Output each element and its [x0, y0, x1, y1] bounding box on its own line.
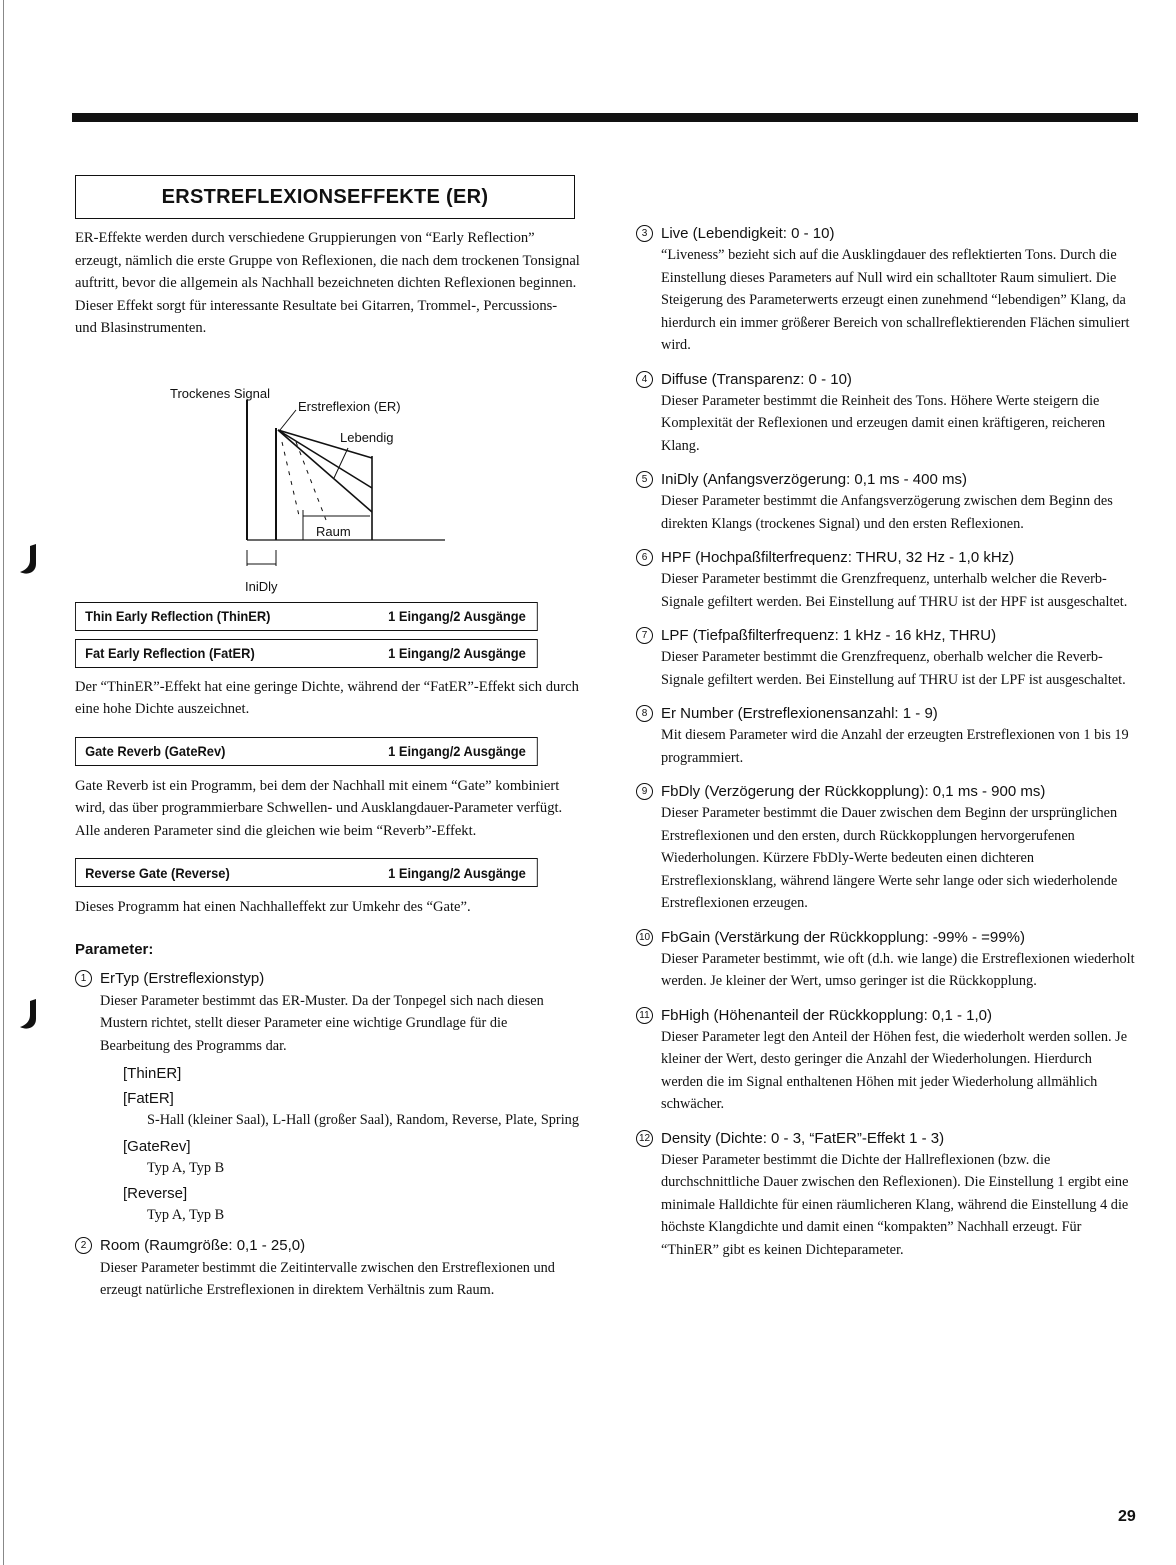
program-box: [75, 602, 538, 631]
reverse-description: Dieses Programm hat einen Nachhalleffekt zur Umkehr des “Gate”.: [75, 899, 471, 915]
header-rule: [72, 113, 1138, 122]
param-title: [75, 970, 580, 987]
param-room: [75, 1237, 580, 1302]
param-body: Mit diesem Parameter wird die Anzahl der erzeugten Erstreflexionen von 1 bis 19 programmiert.: [661, 727, 1129, 766]
param-number: 10: [636, 929, 653, 946]
param-er-number: [636, 705, 1136, 769]
gate-description: Gate Reverb ist ein Programm, bei dem der Nachhall mit einem “Gate” kombiniert wird, das über programmierbare Schwellen- und Ausklangdauer-Parameter verfügt. Alle anderen Parameter sind die gleichen wie beim “Reverb”-Effekt.: [75, 777, 563, 839]
label-dry-signal: Trockenes Signal: [170, 386, 270, 401]
param-title-text: Er Number (Erstreflexionensanzahl: 1 - 9): [661, 705, 938, 722]
param-number: 2: [75, 1237, 92, 1254]
param-number: 3: [636, 225, 653, 242]
type-values: S-Hall (kleiner Saal), L-Hall (großer Saal), Random, Reverse, Plate, Spring: [147, 1112, 579, 1128]
program-name: Fat Early Reflection (FatER): [85, 645, 255, 661]
page-number: 29: [1118, 1508, 1136, 1525]
param-title-text: Live (Lebendigkeit: 0 - 10): [661, 225, 835, 242]
param-body: Dieser Parameter bestimmt die Grenzfrequenz, oberhalb welcher die Reverb-Signale gefiltert werden. Bei Einstellung auf THRU ist der LPF ist ausgeschaltet.: [661, 649, 1126, 688]
param-title: [636, 705, 1136, 722]
music-note-icon: [10, 995, 50, 1035]
param-live: [636, 225, 1136, 357]
program-io: 1 Eingang/2 Ausgänge: [388, 645, 526, 661]
param-hpf: [636, 549, 1136, 613]
program-name: Reverse Gate (Reverse): [85, 864, 230, 881]
param-body: Dieser Parameter bestimmt, wie oft (d.h. wie lange) die Erstreflexionen wiederholt werden. Je kleiner der Wert, umso geringer ist die Rückkopplung.: [661, 950, 1135, 989]
parameters-heading: Parameter:: [75, 940, 154, 958]
er-dashed-line: [296, 442, 326, 520]
program-box: [75, 639, 538, 668]
live-pointer: [334, 448, 348, 478]
right-column: [636, 225, 1136, 1261]
param-title: [636, 929, 1136, 946]
param-fbgain: [636, 929, 1136, 993]
type-label: [GateRev]: [123, 1137, 191, 1155]
er-pointer: [280, 410, 296, 430]
param-title-text: Room (Raumgröße: 0,1 - 25,0): [100, 1236, 306, 1254]
program-box: [75, 858, 538, 887]
param-body: Dieser Parameter bestimmt die Reinheit des Tons. Höhere Werte steigern die Komplexität der Reflexionen und erzeugen damit einen kräftigeren, reicheren Klang.: [661, 392, 1106, 454]
param-inidly: [636, 471, 1136, 535]
param-diffuse: [636, 371, 1136, 458]
param-title-text: Diffuse (Transparenz: 0 - 10): [661, 370, 852, 388]
param-number: 6: [636, 549, 653, 566]
param-body: Dieser Parameter legt den Anteil der Höhen fest, die wiederholt werden sollen. Je kleiner der Wert, desto geringer die Anzahl der Wiederholungen. Hierdurch werden die im Signal enthaltenen Höhen mit jeder Wiederholung allmählich schwächer.: [661, 1028, 1128, 1112]
param-title: [636, 549, 1136, 566]
program-io: 1 Eingang/2 Ausgänge: [388, 864, 526, 881]
param-title-text: ErTyp (Erstreflexionstyp): [100, 969, 265, 987]
param-title: [636, 471, 1136, 488]
program-name: Thin Early Reflection (ThinER): [85, 608, 271, 624]
param-lpf: [636, 627, 1136, 691]
type-label: [ThinER]: [123, 1065, 182, 1082]
param-body: “Liveness” bezieht sich auf die Ausklingdauer des reflektierten Tons. Durch die Einstellung dieses Parameters auf Null wird ein schalltoter Raum simuliert. Die Steigerung des Parameterwerts erzeugt einen zunehmend “lebendigen” Klang, da hierdurch ein immer größerer Bereich von schallreflektierenden Flächen simuliert wird.: [661, 247, 1130, 353]
type-label: [FatER]: [123, 1090, 174, 1107]
type-values: Typ A, Typ B: [147, 1207, 225, 1223]
param-number: 4: [636, 371, 653, 388]
param-body: Dieser Parameter bestimmt die Dauer zwischen dem Beginn der ursprünglichen Erstreflexionen und den ersten, durch Rückkopplungen hervorgerufenen Wiederholungen. Kürzere FbDly-Werte bedeuten einen dichteren Erstreflexionsklang, während längere Werte sehr lange oder sich wiederholende Erstreflexionen erzeugen.: [661, 805, 1118, 911]
param-number: 7: [636, 627, 653, 644]
param-fbdly: [636, 783, 1136, 915]
param-fbhigh: [636, 1007, 1136, 1116]
thin-fat-description: Der “ThinER”-Effekt hat eine geringe Dichte, während der “FatER”-Effekt sich durch eine hohe Dichte auszeichnet.: [75, 678, 579, 717]
param-body: Dieser Parameter bestimmt die Dichte der Hallreflexionen (bzw. die durchschnittliche Dauer zwischen den Reflexionen). Die Einstellung 1 ergibt eine minimale Halldichte für einen räumlicheren Klang, während die Einstellung 4 die höchste Klangdichte und damit einen “kompakten” Nachhall erzeugt. Für “ThinER” gibt es keinen Dichteparameter.: [661, 1151, 1129, 1258]
param-number: 1: [75, 970, 92, 987]
intro-paragraph: ER-Effekte werden durch verschiedene Gruppierungen von “Early Reflection” erzeugt, nämlich die erste Gruppe von Reflexionen, die nach dem trockenen Tonsignal auftritt, bevor die allgemein als Nachhall bezeichneten dichten Reflexionen beginnen. Dieser Effekt sorgt für interessante Resultate bei Gitarren, Trommel-, Percussions- und Blasinstrumenten.: [75, 230, 580, 336]
param-title-text: HPF (Hochpaßfilterfrequenz: THRU, 32 Hz - 1,0 kHz): [661, 549, 1015, 566]
param-number: 11: [636, 1007, 653, 1024]
type-label: [Reverse]: [123, 1185, 188, 1202]
param-body: Dieser Parameter bestimmt die Zeitintervalle zwischen den Erstreflexionen und erzeugt natürliche Erstreflexionen in direktem Verhältnis zum Raum.: [100, 1259, 555, 1298]
param-number: 12: [636, 1130, 653, 1147]
param-title: [636, 1007, 1136, 1024]
param-title: [636, 1130, 1136, 1147]
label-inidly: IniDly: [245, 579, 278, 594]
param-title-text: FbDly (Verzögerung der Rückkopplung): 0,1 ms - 900 ms): [661, 783, 1046, 800]
program-io: 1 Eingang/2 Ausgänge: [388, 608, 526, 624]
param-title: [636, 627, 1136, 644]
page-edge-line: [3, 0, 4, 1565]
er-diagram: [150, 380, 470, 600]
label-room: Raum: [316, 524, 351, 539]
param-title-text: IniDly (Anfangsverzögerung: 0,1 ms - 400 ms): [661, 471, 967, 488]
param-body: Dieser Parameter bestimmt die Grenzfrequenz, unterhalb welcher die Reverb-Signale gefiltert werden. Bei Einstellung auf THRU ist der HPF ist ausgeschaltet.: [661, 571, 1128, 610]
param-density: [636, 1130, 1136, 1262]
param-ertyp: [75, 970, 580, 1227]
program-name: Gate Reverb (GateRev): [85, 743, 226, 759]
label-live: Lebendig: [340, 430, 394, 445]
section-title: ERSTREFLEXIONSEFFEKTE (ER): [75, 175, 575, 219]
label-er: Erstreflexion (ER): [298, 399, 401, 414]
param-title-text: LPF (Tiefpaßfilterfrequenz: 1 kHz - 16 kHz, THRU): [661, 627, 997, 644]
param-title: [636, 783, 1136, 800]
param-body: Dieser Parameter bestimmt das ER-Muster. Da der Tonpegel sich nach diesen Mustern richtet, stellt dieser Parameter eine wichtige Grundlage für die Bearbeitung des Programms dar.: [100, 992, 544, 1054]
param-title: [75, 1237, 580, 1254]
param-number: 8: [636, 705, 653, 722]
param-title: [636, 225, 1136, 242]
er-dashed-line: [282, 442, 300, 520]
param-number: 5: [636, 471, 653, 488]
param-number: 9: [636, 783, 653, 800]
program-io: 1 Eingang/2 Ausgänge: [388, 743, 526, 759]
param-title: [636, 371, 1136, 388]
type-values: Typ A, Typ B: [147, 1159, 225, 1176]
param-title-text: FbHigh (Höhenanteil der Rückkopplung: 0,1 - 1,0): [661, 1006, 993, 1024]
param-body: Dieser Parameter bestimmt die Anfangsverzögerung zwischen dem Beginn des direkten Klangs (trockenes Signal) und den ersten Reflexionen.: [661, 493, 1113, 532]
program-box: [75, 737, 538, 766]
param-title-text: FbGain (Verstärkung der Rückkopplung: -99% - =99%): [661, 928, 1025, 946]
music-note-icon: [10, 540, 50, 580]
param-title-text: Density (Dichte: 0 - 3, “FatER”-Effekt 1 - 3): [661, 1129, 945, 1147]
left-column: [75, 175, 580, 1302]
